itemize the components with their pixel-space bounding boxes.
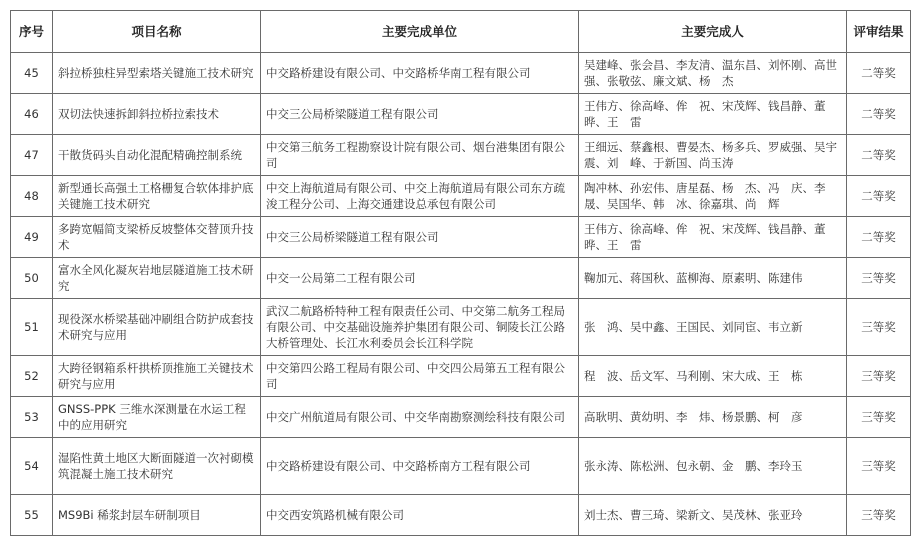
table-row xyxy=(11,258,911,299)
project-name: 富水全风化凝灰岩地层隧道施工技术研究 xyxy=(53,258,261,299)
completion-unit: 中交第三航务工程勘察设计院有限公司、烟台港集团有限公司 xyxy=(261,135,579,176)
header-project-name: 项目名称 xyxy=(53,11,261,53)
row-no: 46 xyxy=(11,94,53,135)
completion-unit: 中交三公局桥梁隧道工程有限公司 xyxy=(261,217,579,258)
table-row xyxy=(11,356,911,397)
row-no: 50 xyxy=(11,258,53,299)
completion-unit: 中交路桥建设有限公司、中交路桥华南工程有限公司 xyxy=(261,53,579,94)
project-name: 多跨宽幅简支梁桥反坡整体交替顶升技术 xyxy=(53,217,261,258)
table-row xyxy=(11,94,911,135)
completion-unit: 中交三公局桥梁隧道工程有限公司 xyxy=(261,94,579,135)
project-name: 干散货码头自动化混配精确控制系统 xyxy=(53,135,261,176)
row-no: 53 xyxy=(11,397,53,438)
table-row xyxy=(11,299,911,356)
header-people: 主要完成人 xyxy=(579,11,847,53)
table-row xyxy=(11,397,911,438)
header-row xyxy=(11,11,911,53)
header-result: 评审结果 xyxy=(847,11,911,53)
completion-people: 张永涛、陈松洲、包永朝、金 鹏、李玲玉 xyxy=(579,438,847,495)
review-result: 三等奖 xyxy=(847,356,911,397)
review-result: 三等奖 xyxy=(847,438,911,495)
row-no: 51 xyxy=(11,299,53,356)
review-result: 二等奖 xyxy=(847,176,911,217)
completion-unit: 中交西安筑路机械有限公司 xyxy=(261,495,579,536)
review-result: 三等奖 xyxy=(847,258,911,299)
header-unit: 主要完成单位 xyxy=(261,11,579,53)
completion-unit: 中交路桥建设有限公司、中交路桥南方工程有限公司 xyxy=(261,438,579,495)
review-result: 二等奖 xyxy=(847,135,911,176)
table-row xyxy=(11,53,911,94)
row-no: 45 xyxy=(11,53,53,94)
review-result: 二等奖 xyxy=(847,53,911,94)
completion-people: 吴建峰、张会昌、李友清、温东昌、刘怀刚、高世强、张敬弦、廉文斌、杨 杰 xyxy=(579,53,847,94)
completion-people: 张 鸿、吴中鑫、王国民、刘同宦、韦立新 xyxy=(579,299,847,356)
row-no: 49 xyxy=(11,217,53,258)
review-result: 二等奖 xyxy=(847,217,911,258)
project-name: 新型通长高强土工格栅复合软体排护底关键施工技术研究 xyxy=(53,176,261,217)
project-name: 斜拉桥独柱异型索塔关键施工技术研究 xyxy=(53,53,261,94)
review-result: 三等奖 xyxy=(847,299,911,356)
row-no: 54 xyxy=(11,438,53,495)
completion-unit: 武汉二航路桥特种工程有限责任公司、中交第二航务工程局有限公司、中交基础设施养护集团有限公司、铜陵长江公路大桥管理处、长江水利委员会长江科学院 xyxy=(261,299,579,356)
project-name: 大跨径钢箱系杆拱桥顶推施工关键技术研究与应用 xyxy=(53,356,261,397)
table-row xyxy=(11,135,911,176)
completion-people: 王伟方、徐高峰、侔 祝、宋茂辉、钱昌静、董 晔、王 雷 xyxy=(579,217,847,258)
table-row xyxy=(11,176,911,217)
table-row xyxy=(11,495,911,536)
project-name: 现役深水桥梁基础冲刷组合防护成套技术研究与应用 xyxy=(53,299,261,356)
completion-people: 鞠加元、蒋国秋、蓝柳海、原素明、陈建伟 xyxy=(579,258,847,299)
table-row xyxy=(11,217,911,258)
completion-unit: 中交上海航道局有限公司、中交上海航道局有限公司东方疏浚工程分公司、上海交通建设总承包有限公司 xyxy=(261,176,579,217)
completion-people: 刘士杰、曹三琦、梁新文、吴茂林、张亚玲 xyxy=(579,495,847,536)
completion-unit: 中交广州航道局有限公司、中交华南勘察测绘科技有限公司 xyxy=(261,397,579,438)
project-name: 湿陷性黄土地区大断面隧道一次衬砌模筑混凝土施工技术研究 xyxy=(53,438,261,495)
project-name: MS9Bi 稀浆封层车研制项目 xyxy=(53,495,261,536)
header-no: 序号 xyxy=(11,11,53,53)
project-name: 双切法快速拆卸斜拉桥拉索技术 xyxy=(53,94,261,135)
review-result: 三等奖 xyxy=(847,397,911,438)
award-table xyxy=(10,10,911,536)
completion-people: 高耿明、黄幼明、李 炜、杨景鹏、柯 彦 xyxy=(579,397,847,438)
review-result: 三等奖 xyxy=(847,495,911,536)
completion-people: 王伟方、徐高峰、侔 祝、宋茂辉、钱昌静、董 晔、王 雷 xyxy=(579,94,847,135)
completion-unit: 中交第四公路工程局有限公司、中交四公局第五工程有限公司 xyxy=(261,356,579,397)
row-no: 48 xyxy=(11,176,53,217)
review-result: 二等奖 xyxy=(847,94,911,135)
completion-people: 程 波、岳文军、马利刚、宋大成、王 栋 xyxy=(579,356,847,397)
project-name: GNSS-PPK 三维水深测量在水运工程中的应用研究 xyxy=(53,397,261,438)
completion-people: 陶冲林、孙宏伟、唐星磊、杨 杰、冯 庆、李 晟、吴国华、韩 冰、徐嘉琪、尚 辉 xyxy=(579,176,847,217)
row-no: 47 xyxy=(11,135,53,176)
row-no: 52 xyxy=(11,356,53,397)
row-no: 55 xyxy=(11,495,53,536)
completion-unit: 中交一公局第二工程有限公司 xyxy=(261,258,579,299)
completion-people: 王细远、蔡鑫根、曹晏杰、杨多兵、罗威强、吴宇震、刘 峰、于新国、尚玉涛 xyxy=(579,135,847,176)
table-row xyxy=(11,438,911,495)
